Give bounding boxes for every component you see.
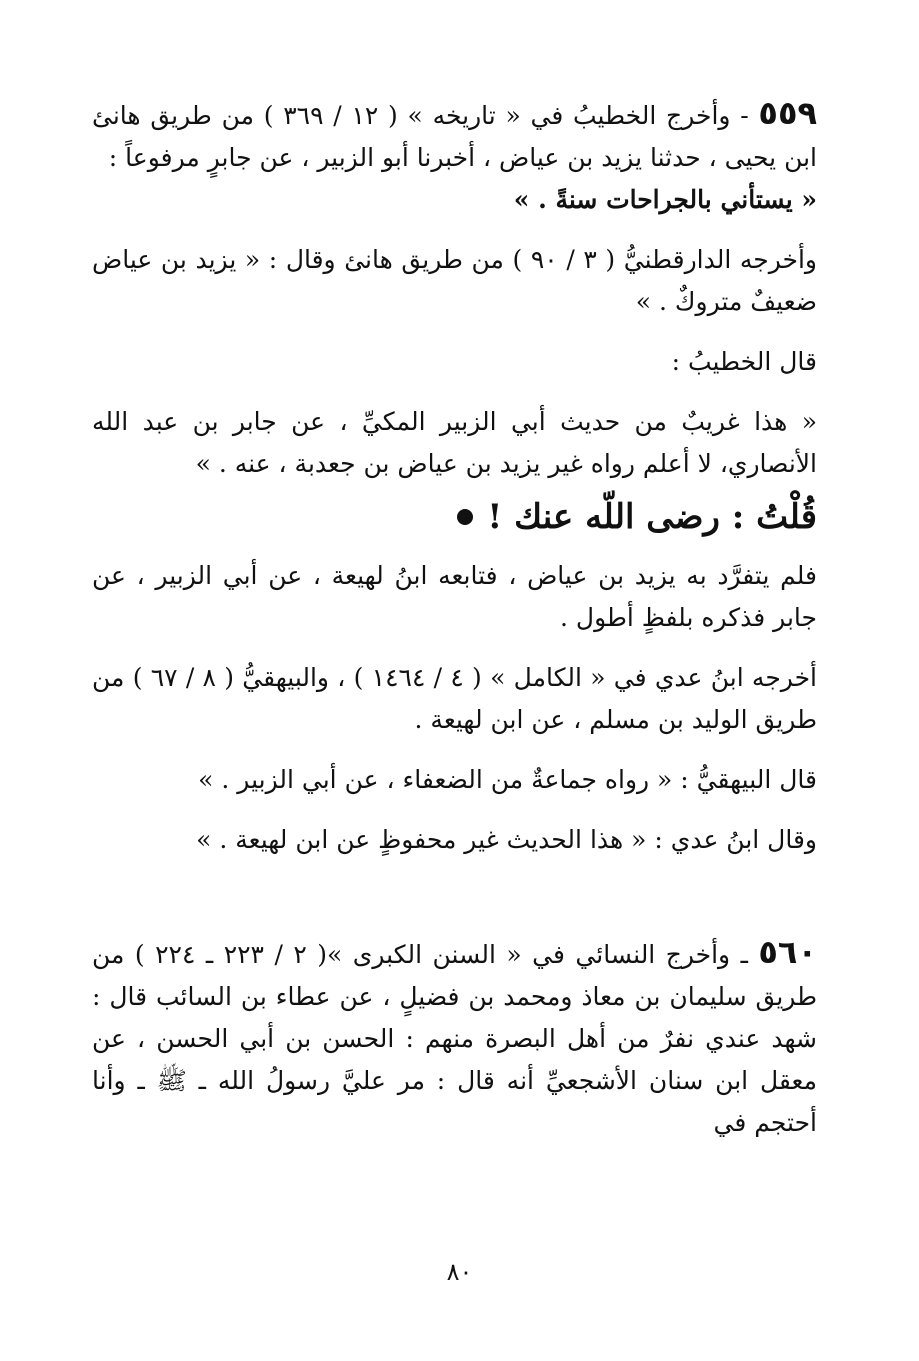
hadith-560-paragraph — [92, 931, 817, 1144]
hadith-559-paragraph — [92, 92, 817, 221]
hadith-559-text: - وأخرج الخطيبُ في « تاريخه » ( ١٢ / ٣٦٩ ) من طريق هانئ ابن يحيى ، حدثنا يزيد بن عياض ، أخبرنا أبو الزبير ، عن جابرٍ مرفوعاً : — [92, 101, 817, 172]
ibn-adi-source-paragraph: أخرجه ابنُ عدي في « الكامل » ( ٤ / ١٤٦٤ ) ، والبيهقيُّ ( ٨ / ٦٧ ) من طريق الوليد بن مسلم ، عن ابن لهيعة . — [92, 663, 817, 734]
hadith-559-quote: « يستأني بالجراحات سنةً . » — [513, 185, 817, 214]
ibn-adi-quote: وقال ابنُ عدي : « هذا الحديث غير محفوظٍ عن ابن لهيعة . » — [196, 825, 817, 854]
hadith-560-text: ـ وأخرج النسائي في « السنن الكبرى »( ٢ / ٢٢٣ ـ ٢٢٤ ) من طريق سليمان بن معاذ ومحمد بن فضيلٍ ، عن عطاء بن السائب قال : شهد عندي نفرٌ من أهل البصرة منهم : الحسن بن أبي الحسن ، عن معقل ابن سنان الأشجعيِّ أنه قال : مر عليَّ رسولُ الله ـ ﷺ ـ وأنا أحتجم في — [92, 940, 817, 1137]
khatib-intro: قال الخطيبُ : — [671, 347, 817, 376]
daraqutni-paragraph: وأخرجه الدارقطنيُّ ( ٣ / ٩٠ ) من طريق هانئ وقال : « يزيد بن عياض ضعيفٌ متروكٌ . » — [92, 245, 818, 316]
bayhaqi-quote: قال البيهقيُّ : « رواه جماعةٌ من الضعفاء ، عن أبي الزبير . » — [198, 765, 817, 794]
page-body — [92, 92, 817, 1144]
qultu-text: قُلْتُ : رضى اللّه عنك ! — [487, 497, 817, 537]
qultu-heading — [92, 489, 817, 545]
hadith-number: ٥٦٠ — [758, 933, 817, 971]
page-number: ٨٠ — [446, 1258, 473, 1286]
khatib-quote: « هذا غريبٌ من حديث أبي الزبير المكيِّ ، عن جابر بن عبد الله الأنصاري، لا أعلم رواه غير يزيد بن عياض بن جعدبة ، عنه . » — [92, 407, 817, 478]
bullet-icon — [457, 509, 473, 525]
hadith-number: ٥٥٩ — [758, 94, 817, 132]
tafarrud-paragraph: فلم يتفرَّد به يزيد بن عياض ، فتابعه ابنُ لهيعة ، عن أبي الزبير ، عن جابر فذكره بلفظٍ أطول . — [92, 561, 817, 632]
